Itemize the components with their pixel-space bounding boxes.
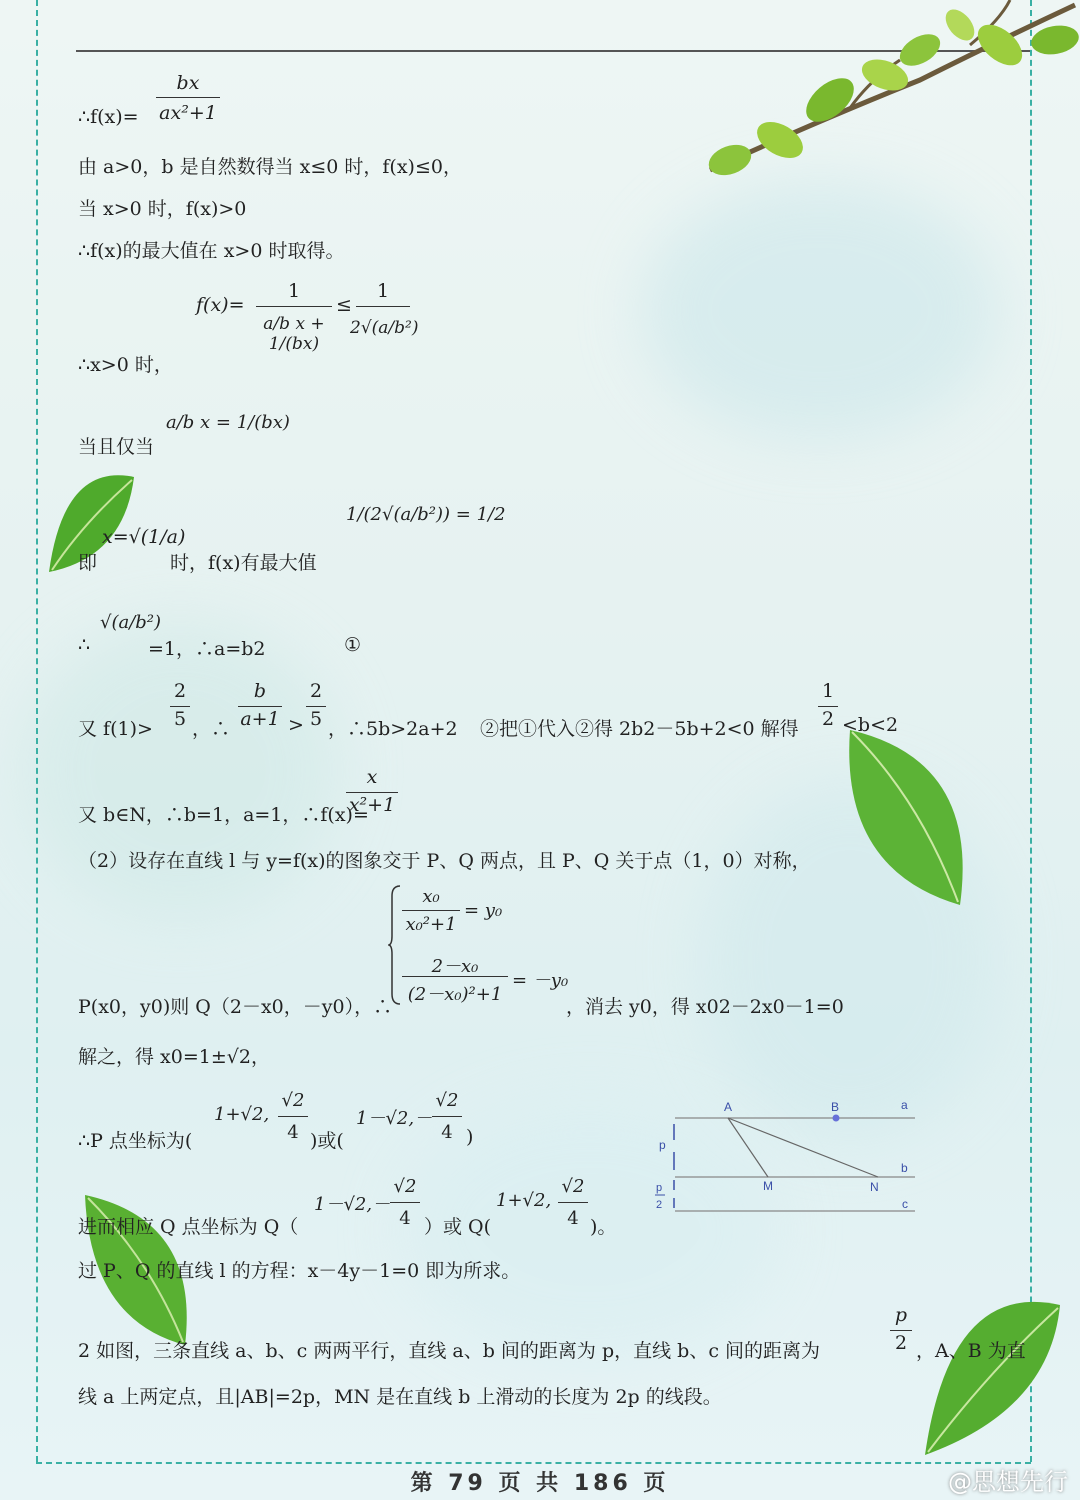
figure-label: B xyxy=(831,1100,840,1114)
fraction-denominator: 4 xyxy=(287,1122,299,1143)
fraction-numerator: 1 xyxy=(376,280,390,302)
text-line: 当且仅当 xyxy=(78,436,155,458)
fraction-numerator: √2 xyxy=(393,1176,417,1197)
watermark: @思想先行 xyxy=(948,1468,1068,1496)
fraction-bar xyxy=(156,97,220,98)
fraction-denominator: 4 xyxy=(441,1122,453,1143)
fraction-denominator: 2 xyxy=(821,708,835,730)
fraction-numerator: 2 xyxy=(173,680,187,702)
text-line: （2）设存在直线 l 与 y=f(x)的图象交于 P、Q 两点，且 P、Q 关于点（1，0）对称， xyxy=(78,850,811,872)
leaf-decoration xyxy=(910,1280,1070,1460)
fraction-denominator: 2 xyxy=(894,1332,908,1354)
leaf-decoration xyxy=(840,720,980,910)
fraction-bar xyxy=(558,1202,588,1203)
fraction-denominator: 4 xyxy=(399,1208,411,1229)
fraction-denominator: (2－x₀)²+1 xyxy=(407,984,503,1005)
figure-label: 2 xyxy=(656,1199,663,1211)
text-line: =1，∴a=b2 xyxy=(148,638,266,660)
text-line: 又 f(1)> xyxy=(78,718,153,740)
text-line: ∴f(x)的最大值在 x>0 时取得。 xyxy=(78,240,345,262)
fraction-numerator: x xyxy=(366,766,378,788)
text-line: ，A、B 为直 xyxy=(916,1340,1026,1362)
background-blob xyxy=(20,620,340,920)
text-line: ∴x>0 时， xyxy=(78,354,173,376)
text-line: 线 a 上两定点，且|AB|=2p，MN 是在直线 b 上滑动的长度为 2p 的线段。 xyxy=(78,1386,722,1408)
figure-label: p xyxy=(659,1138,666,1152)
text-line: 由 a>0，b 是自然数得当 x≤0 时，f(x)≤0， xyxy=(78,156,462,178)
text-line: P(x0，y0)则 Q（2－x0，－y0），∴ xyxy=(78,996,393,1018)
text-line: ∴f(x)= xyxy=(78,106,139,128)
background-blob xyxy=(640,180,1000,440)
text-line: <b<2 xyxy=(842,714,899,736)
text-line: 时，f(x)有最大值 xyxy=(170,552,317,574)
text-line: 解之，得 x0=1±√2， xyxy=(78,1046,270,1068)
math-equation: a/b x = 1/(bx) xyxy=(166,412,290,433)
text-line: 即 xyxy=(78,552,98,574)
text-line: 2 如图，三条直线 a、b、c 两两平行，直线 a、b 间的距离为 p，直线 b、c 间的距离为 xyxy=(78,1340,820,1362)
fraction-numerator: √2 xyxy=(435,1090,459,1111)
fraction-numerator: √2 xyxy=(281,1090,305,1111)
figure-label: M xyxy=(763,1179,773,1193)
math-x-value: x=√(1/a) xyxy=(102,526,186,548)
figure-label: b xyxy=(901,1161,908,1175)
fraction-denominator: x²+1 xyxy=(348,794,396,816)
math-coord: 1+√2, xyxy=(214,1104,270,1125)
fraction-bar xyxy=(256,306,332,307)
math-coord: 1+√2, xyxy=(496,1190,552,1211)
figure-label: N xyxy=(870,1180,879,1194)
page-border-left xyxy=(36,0,38,1462)
page-border-right xyxy=(1030,0,1032,1462)
fraction-numerator: b xyxy=(253,680,267,702)
fraction-bar xyxy=(238,706,282,707)
fraction-numerator: bx xyxy=(176,72,200,94)
math-equation: = y₀ xyxy=(464,900,503,921)
fraction-bar xyxy=(402,976,508,977)
fraction-numerator: 2 xyxy=(309,680,323,702)
text-line: ∴P 点坐标为( xyxy=(78,1130,193,1152)
fraction-numerator: √2 xyxy=(561,1176,585,1197)
branch-leaves-decoration xyxy=(670,0,1080,200)
math-coord: 1－√2,－ xyxy=(356,1108,433,1129)
fraction-bar xyxy=(390,1202,420,1203)
text-line: )或( xyxy=(310,1130,344,1152)
fraction-denominator: a+1 xyxy=(240,708,280,730)
fraction-bar xyxy=(356,306,410,307)
fraction-bar xyxy=(402,910,460,911)
fraction-bar xyxy=(278,1116,308,1117)
math-root: √(a/b²) xyxy=(100,612,162,633)
fraction-numerator: 1 xyxy=(287,280,301,302)
figure-label: p xyxy=(656,1182,663,1194)
text-line: ，∴ xyxy=(192,718,231,740)
figure-label: a xyxy=(901,1098,908,1112)
fraction-denominator: a/b x + 1/(bx) xyxy=(263,314,325,354)
brace-icon xyxy=(388,884,402,1006)
text-line: ，∴5b>2a+2 xyxy=(328,718,458,740)
fraction-bar xyxy=(818,706,838,707)
fraction-bar xyxy=(346,792,398,793)
parallel-lines-figure xyxy=(650,1094,930,1224)
text-line: ）或 Q( xyxy=(424,1216,492,1238)
page-border-bottom xyxy=(36,1462,1031,1464)
math-equation: = －y₀ xyxy=(512,970,569,991)
fraction-denominator: 2√(a/b²) xyxy=(350,318,419,338)
fraction-denominator: 5 xyxy=(309,708,323,730)
text-line: )。 xyxy=(590,1216,617,1238)
text-line: ) xyxy=(466,1126,474,1148)
fraction-bar xyxy=(170,706,190,707)
math-le: ≤ xyxy=(336,294,352,316)
fraction-numerator: 2－x₀ xyxy=(431,956,479,977)
text-line: 当 x>0 时，f(x)>0 xyxy=(78,198,247,220)
text-line: ，消去 y0，得 x02－2x0－1=0 xyxy=(566,996,844,1018)
text-line: ②把①代入②得 2b2－5b+2<0 解得 xyxy=(480,718,799,740)
math-fx: f(x)= xyxy=(196,294,245,316)
fraction-denominator: ax²+1 xyxy=(159,102,217,124)
text-line: 又 b∈N，∴b=1，a=1，∴f(x)= xyxy=(78,804,369,826)
fraction-bar xyxy=(306,706,326,707)
math-gt: > xyxy=(288,714,304,736)
fraction-numerator: x₀ xyxy=(422,886,440,907)
text-line: 进而相应 Q 点坐标为 Q（ xyxy=(78,1216,299,1238)
fraction-denominator: 5 xyxy=(173,708,187,730)
text-line: ∴ xyxy=(78,634,91,656)
page-number: 第 79 页 共 186 页 xyxy=(410,1471,670,1496)
math-max-value: 1/(2√(a/b²)) = 1/2 xyxy=(346,504,506,525)
text-line: 过 P、Q 的直线 l 的方程：x－4y－1=0 即为所求。 xyxy=(78,1260,521,1282)
fraction-bar xyxy=(432,1116,462,1117)
fraction-bar xyxy=(890,1330,912,1331)
circled-mark: ① xyxy=(344,634,362,656)
fraction-numerator: 1 xyxy=(821,680,835,702)
figure-label: A xyxy=(724,1100,733,1114)
fraction-numerator: p xyxy=(894,1304,908,1326)
fraction-denominator: 4 xyxy=(567,1208,579,1229)
fraction-denominator: x₀²+1 xyxy=(405,914,457,935)
figure-label: c xyxy=(902,1197,908,1211)
math-coord: 1－√2,－ xyxy=(314,1194,391,1215)
